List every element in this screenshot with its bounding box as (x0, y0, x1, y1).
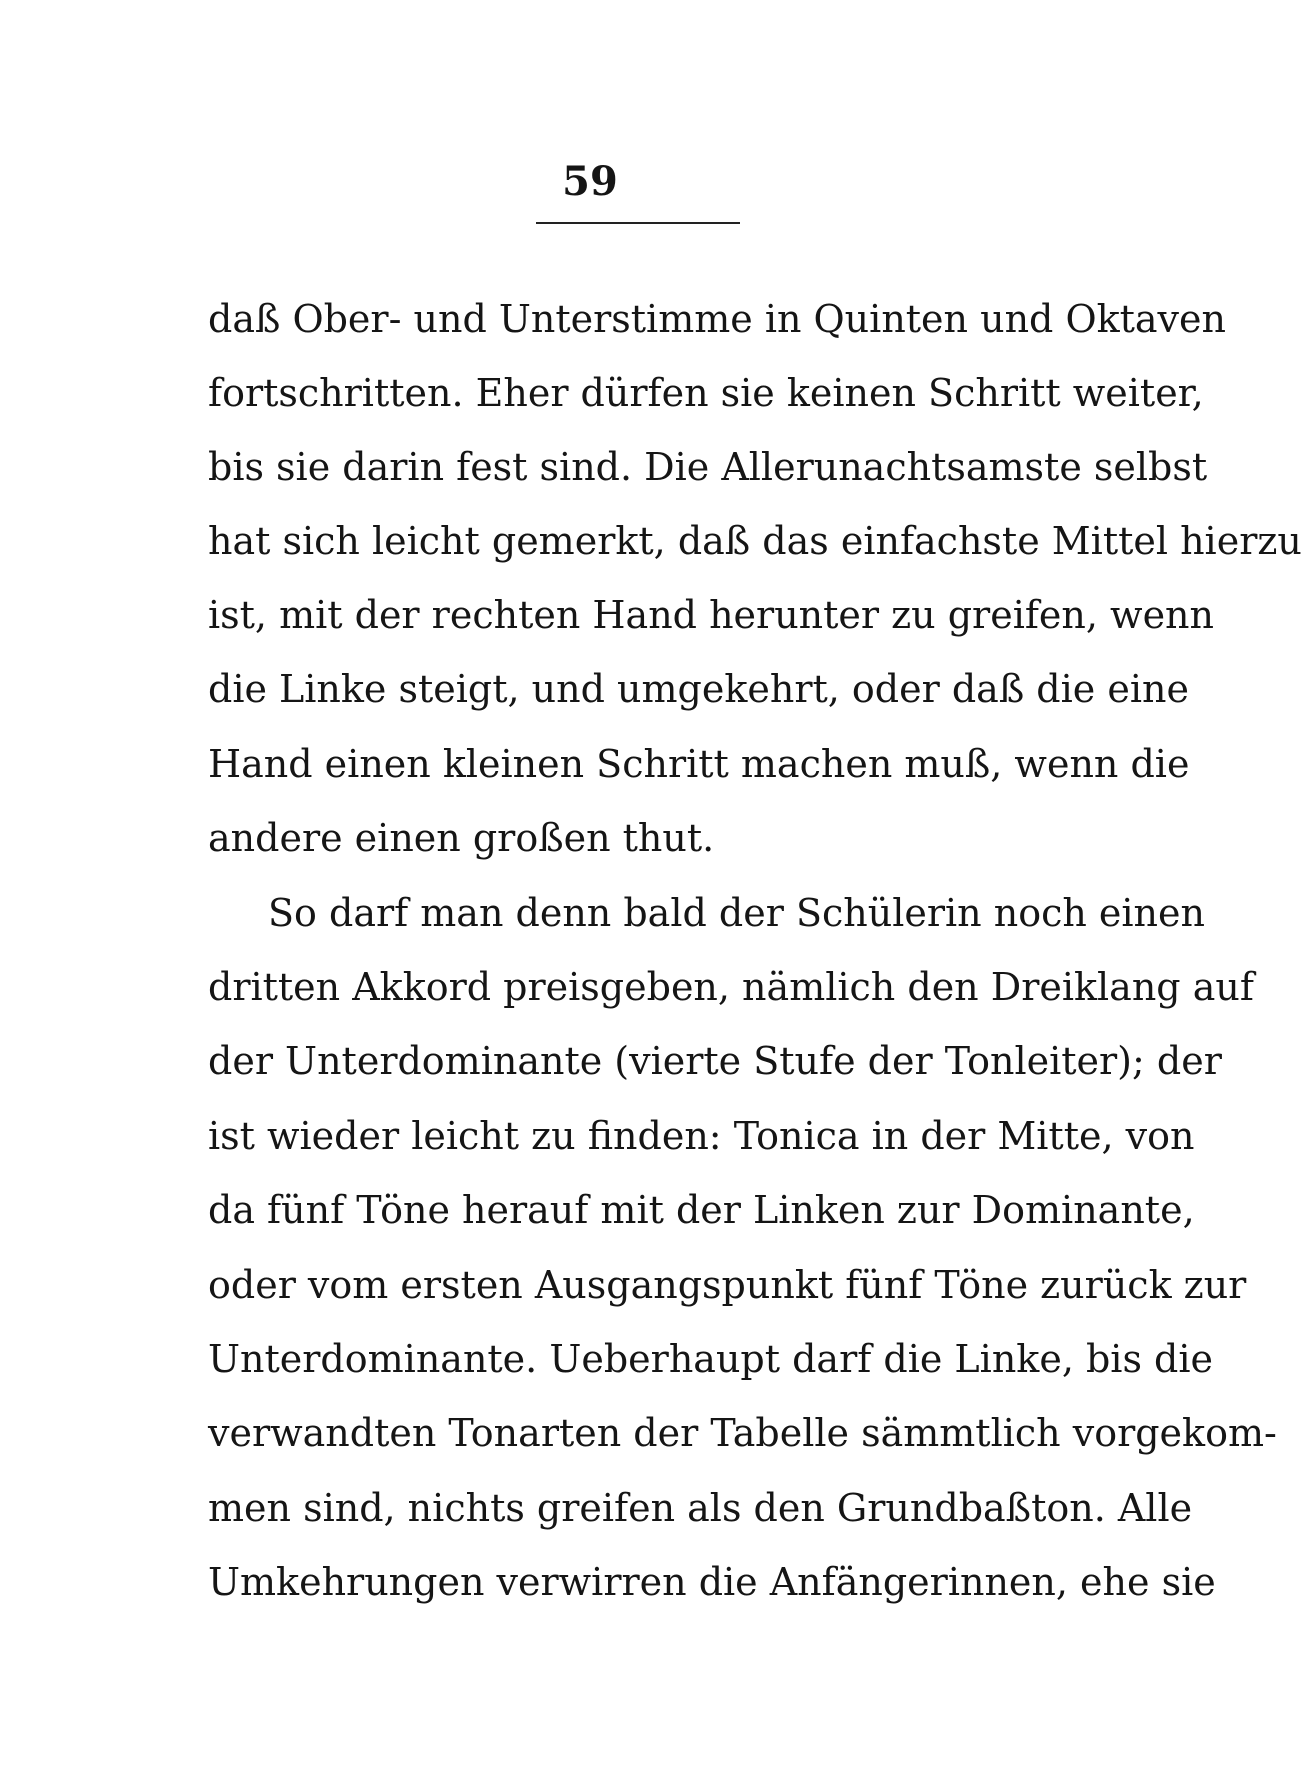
text-line: Hand einen kleinen Schritt machen muß, wenn die (208, 742, 1190, 786)
text-line: ist wieder leicht zu finden: Tonica in der Mitte, von (208, 1114, 1195, 1158)
header-rule (536, 222, 740, 224)
text-line: men sind, nichts greifen als den Grundbaßton. Alle (208, 1486, 1193, 1530)
text-line: da fünf Töne herauf mit der Linken zur Dominante, (208, 1188, 1195, 1232)
page-number: 59 (562, 158, 618, 205)
text-line: fortschritten. Eher dürfen sie keinen Schritt weiter, (208, 371, 1204, 415)
text-line: verwandten Tonarten der Tabelle sämmtlich vorgekom- (208, 1411, 1277, 1455)
text-line: andere einen großen thut. (208, 816, 715, 860)
text-line: oder vom ersten Ausgangspunkt fünf Töne zurück zur (208, 1263, 1247, 1307)
text-line: bis sie darin fest sind. Die Allerunachtsamste selbst (208, 445, 1208, 489)
text-line: So darf man denn bald der Schülerin noch einen (268, 891, 1205, 935)
text-line: dritten Akkord preisgeben, nämlich den Dreiklang auf (208, 965, 1254, 1009)
text-line: ist, mit der rechten Hand herunter zu greifen, wenn (208, 593, 1214, 637)
text-line: Unterdominante. Ueberhaupt darf die Linke, bis die (208, 1337, 1213, 1381)
text-line: daß Ober- und Unterstimme in Quinten und Oktaven (208, 297, 1226, 341)
text-line: hat sich leicht gemerkt, daß das einfachste Mittel hierzu (208, 519, 1302, 563)
text-line: die Linke steigt, und umgekehrt, oder daß die eine (208, 667, 1189, 711)
text-line: der Unterdominante (vierte Stufe der Tonleiter); der (208, 1039, 1222, 1083)
text-line: Umkehrungen verwirren die Anfängerinnen, ehe sie (208, 1560, 1216, 1604)
